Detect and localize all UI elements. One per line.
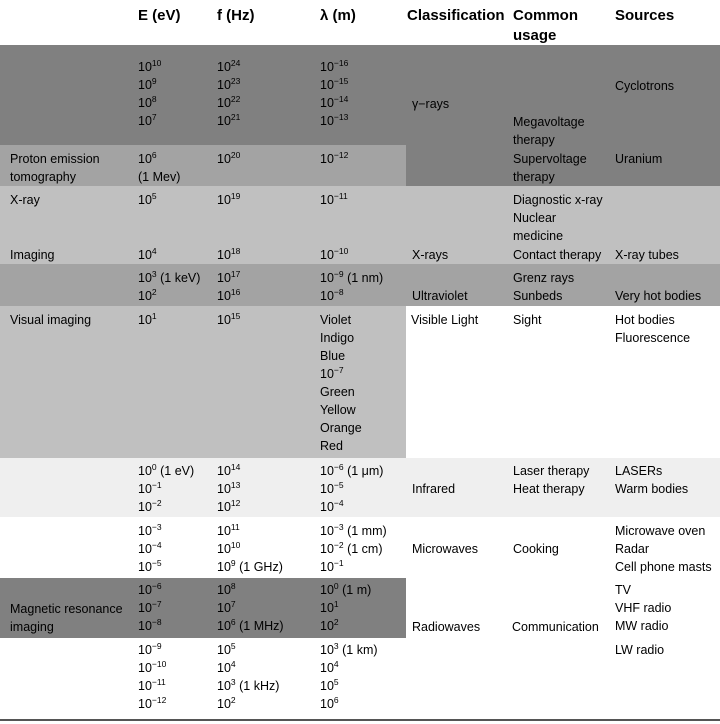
- infrared-source: LASERs Warm bodies: [615, 464, 689, 496]
- microwave-energy: $10^{-3}$ $10^{-4}$ $10^{-5}$: [138, 522, 162, 574]
- mri-frequency: $10^8$ $10^7$ $10^6$ (1 MHz): [217, 581, 284, 633]
- band-xray: [0, 186, 720, 264]
- microwave-frequency: $10^{11}$ $10^{10}$ $10^9$ (1 GHz): [217, 522, 283, 574]
- infrared-frequency: $10^{14}$ $10^{13}$ $10^{12}$: [217, 462, 241, 514]
- imaging-application: Imaging: [10, 248, 55, 262]
- proton-source: Uranium: [615, 152, 663, 166]
- uv-usage: Grenz rays Sunbeds: [513, 271, 575, 303]
- imaging-wavelength: $10^{-10}$: [320, 246, 349, 262]
- radiowave-usage: Communication: [512, 620, 599, 634]
- uv-frequency: $10^{17}$ $10^{16}$: [217, 269, 241, 303]
- gamma-classification: γ−rays: [412, 97, 450, 111]
- proton-frequency: $10^{20}$: [217, 150, 241, 166]
- microwave-wavelength: $10^{-3}$ (1 mm) $10^{-2}$ (1 cm) $10^{-1}$: [320, 522, 387, 574]
- visible-energy: $10^1$: [138, 311, 157, 327]
- uv-energy: $10^3$ (1 keV) $10^2$: [138, 269, 201, 303]
- header-frequency: f (Hz): [217, 7, 255, 24]
- visible-application: Visual imaging: [10, 313, 92, 327]
- lw-frequency: $10^5$ $10^4$ $10^3$ (1 kHz) $10^2$: [217, 641, 280, 711]
- infrared-usage: Laser therapy Heat therapy: [513, 464, 590, 496]
- radiowave-classification: Radiowaves: [412, 620, 481, 634]
- imaging-energy: $10^4$: [138, 246, 157, 262]
- xray-application: X-ray: [10, 193, 40, 207]
- lw-source: LW radio: [615, 643, 665, 657]
- header-sources: Sources: [615, 7, 675, 24]
- lw-energy: $10^{-9}$ $10^{-10}$ $10^{-11}$ $10^{-12}$: [138, 641, 167, 711]
- gamma-energy: $10^{10}$ $10^9$ $10^8$ $10^7$: [138, 58, 162, 128]
- uv-wavelength: $10^{-9}$ (1 nm) $10^{-8}$: [320, 269, 384, 303]
- imaging-source: X-ray tubes: [615, 248, 679, 262]
- visible-source: Hot bodies Fluorescence: [615, 313, 691, 345]
- header-energy: E (eV): [138, 7, 181, 24]
- bottom-rule: [0, 719, 720, 721]
- uv-source: Very hot bodies: [615, 289, 702, 303]
- uv-classification: Ultraviolet: [412, 289, 468, 303]
- mri-wavelength: $10^0$ (1 m) $10^1$ $10^2$: [320, 581, 372, 633]
- microwave-classification: Microwaves: [412, 542, 478, 556]
- visible-frequency: $10^{15}$: [217, 311, 241, 327]
- radiowave-source: TV VHF radio MW radio: [615, 583, 672, 633]
- microwave-source: Microwave oven Radar Cell phone masts: [615, 524, 712, 574]
- header-wavelength: λ (m): [320, 7, 356, 24]
- imaging-classification: X-rays: [412, 248, 449, 262]
- infrared-wavelength: $10^{-6}$ (1 μm) $10^{-5}$ $10^{-4}$: [320, 462, 384, 514]
- xray-usage: Diagnostic x-ray Nuclear medicine: [513, 193, 603, 243]
- proton-usage: Supervoltage therapy: [513, 152, 587, 184]
- proton-wavelength: $10^{-12}$: [320, 150, 349, 166]
- xray-wavelength: $10^{-11}$: [320, 191, 348, 207]
- band-gamma: [0, 45, 720, 145]
- xray-energy: $10^5$: [138, 191, 157, 207]
- xray-frequency: $10^{19}$: [217, 191, 241, 207]
- header-usage: Common usage: [513, 7, 578, 44]
- proton-energy: $10^6$ (1 Mev): [138, 150, 181, 184]
- microwave-usage: Cooking: [513, 542, 559, 556]
- mri-energy: $10^{-6}$ $10^{-7}$ $10^{-8}$: [138, 581, 162, 633]
- lw-wavelength: $10^3$ (1 km) $10^4$ $10^5$ $10^6$: [320, 641, 378, 711]
- mri-application: Magnetic resonance imaging: [10, 602, 123, 634]
- imaging-usage: Contact therapy: [513, 248, 602, 262]
- visible-classification: Visible Light: [411, 313, 479, 327]
- gamma-usage: Megavoltage therapy: [513, 115, 585, 147]
- visible-wavelength: Violet Indigo Blue $10^{-7}$ Green Yellow Orange Red: [320, 313, 362, 453]
- gamma-source: Cyclotrons: [615, 79, 675, 93]
- gamma-wavelength: $10^{-16}$ $10^{-15}$ $10^{-14}$ $10^{-13}$: [320, 58, 349, 128]
- visible-usage: Sight: [513, 313, 542, 327]
- imaging-frequency: $10^{18}$: [217, 246, 241, 262]
- infrared-energy: $10^0$ (1 eV) $10^{-1}$ $10^{-2}$: [138, 462, 195, 514]
- gamma-frequency: $10^{24}$ $10^{23}$ $10^{22}$ $10^{21}$: [217, 58, 241, 128]
- proton-application: Proton emission tomography: [10, 152, 100, 184]
- header-classification: Classification: [407, 7, 505, 24]
- infrared-classification: Infrared: [412, 482, 456, 496]
